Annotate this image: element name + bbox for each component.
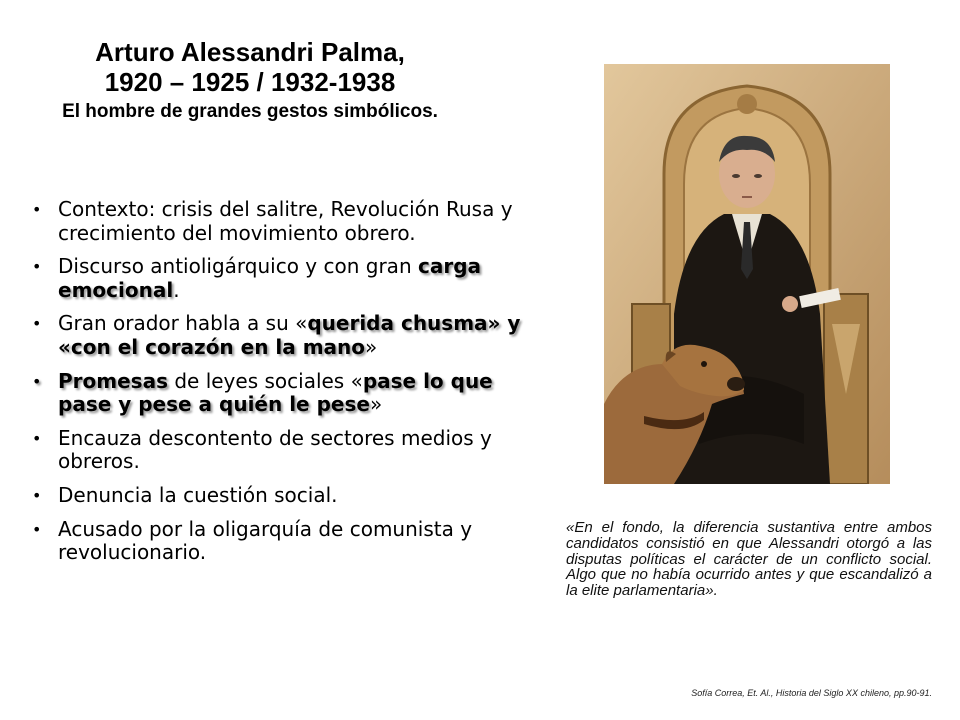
bullet-item <box>28 427 538 474</box>
bullet-text: Acusado por la oligarquía de comunista y revolucionario. <box>58 516 473 565</box>
bullet-text: » <box>365 334 378 359</box>
bullet-item <box>28 255 538 302</box>
bullet-dot: • <box>32 200 42 219</box>
bullet-dot: • <box>32 257 42 277</box>
bullet-text: . <box>173 277 180 302</box>
bullet-emphasis: Promesas <box>58 368 168 393</box>
slide-title-line2: 1920 – 1925 / 1932-1938 <box>104 66 396 97</box>
bullet-emphasis: pase lo que pase y pese a quién le pese <box>58 368 493 417</box>
bullet-dot: • <box>32 519 42 539</box>
bullet-dot: • <box>32 314 42 334</box>
bullet-item <box>28 518 538 565</box>
bullet-text: Denuncia la cuestión social. <box>58 482 338 507</box>
bullet-text: Discurso antioligárquico y con gran <box>58 254 418 279</box>
bullet-text: Encauza descontento de sectores medios y obreros. <box>58 425 492 474</box>
bullet-list <box>28 198 538 575</box>
bullet-item <box>28 370 538 417</box>
bullet-dot: • <box>32 485 42 505</box>
bullet-emphasis: carga emocional <box>58 254 482 302</box>
quote-text: «En el fondo, la diferencia sustantiva entre ambos candidatos consistió en que Alessandri otorgó a las disputas políticas el carácter de un conflicto social. Algo que no había ocurrido antes y que escandalizó a la elite parlamentaria». <box>566 519 932 599</box>
bullet-item <box>28 198 538 245</box>
bullet-emphasis: querida chusma» y «con el corazón en la mano <box>58 311 521 359</box>
bullet-item <box>28 484 538 508</box>
bullet-text: de leyes sociales « <box>167 368 363 393</box>
bullet-text: Gran orador habla a su « <box>58 311 308 336</box>
portrait-illustration <box>604 64 890 484</box>
bullet-text: Contexto: crisis del salitre, Revolución Rusa y crecimiento del movimiento obrero. <box>58 197 513 245</box>
slide-subtitle: El hombre de grandes gestos simbólicos. <box>62 100 438 122</box>
bullet-dot: • <box>32 428 42 448</box>
citation-text: Sofía Correa, Et. Al., Historia del Siglo XX chileno, pp.90-91. <box>691 688 932 698</box>
portrait-photo <box>604 64 890 484</box>
slide-title-line1: Arturo Alessandri Palma, <box>95 37 405 67</box>
slide-title-block <box>30 38 470 124</box>
bullet-item <box>28 312 538 359</box>
bullet-dot: • <box>32 371 42 391</box>
bullet-text: » <box>369 392 383 417</box>
